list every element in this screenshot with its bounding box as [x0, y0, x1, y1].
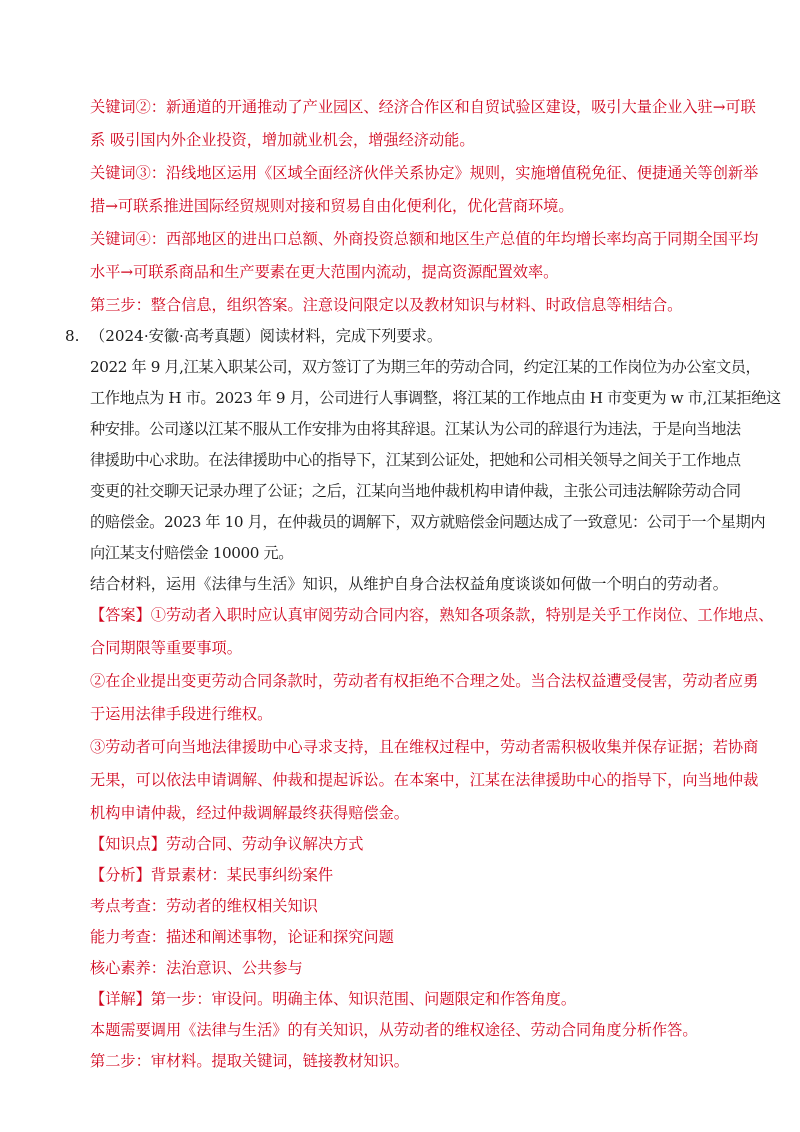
- keyword-3-line-1: 关键词③：沿线地区运用《区域全面经济伙伴关系协定》规则，实施增值税免征、便捷通关等创新举: [90, 164, 759, 182]
- material-line-1: 2022 年 9 月,江某入职某公司，双方签订了为期三年的劳动合同，约定江某的工作岗位为办公室文员，: [90, 358, 761, 376]
- answer-point-3a: ③劳动者可向当地法律援助中心寻求支持，且在维权过程中，劳动者需积极收集并保存证据；若协商: [90, 738, 759, 756]
- answer-point-2b: 于运用法律手段进行维权。: [90, 705, 273, 723]
- keyword-2-line-2: 系 吸引国内外企业投资，增加就业机会，增强经济动能。: [90, 131, 475, 149]
- knowledge-line: [90, 834, 363, 854]
- detail-tag: 【详解】: [90, 990, 151, 1008]
- material-line-3: 种安排。公司遂以江某不服从工作安排为由将其辞退。江某认为公司的辞退行为违法，于是向当地法: [90, 420, 741, 438]
- detail-line: [90, 989, 576, 1009]
- material-line-2: 工作地点为 H 市。2023 年 9 月，公司进行人事调整，将江某的工作地点由 H 市变更为 w 市,江某拒绝这: [90, 389, 781, 407]
- analysis-line-2: 考点考查：劳动者的维权相关知识: [90, 897, 318, 915]
- analysis-line-3: 能力考查：描述和阐述事物，论证和探究问题: [90, 928, 394, 946]
- detail-line-3: 第二步：审材料。提取关键词，链接教材知识。: [90, 1052, 409, 1070]
- analysis-tag: 【分析】: [90, 866, 151, 884]
- answer-tag: 【答案】: [90, 606, 151, 624]
- keyword-3-line-2: 措→可联系推进国际经贸规则对接和贸易自由化便利化，优化营商环境。: [90, 197, 574, 215]
- question-requirement: 结合材料，运用《法律与生活》知识，从维护自身合法权益角度谈谈如何做一个明白的劳动者。: [90, 575, 728, 593]
- answer-point-3b: 无果，可以依法申请调解、仲裁和提起诉讼。在本案中，江某在法律援助中心的指导下，向当地仲裁: [90, 771, 759, 789]
- material-line-5: 变更的社交聊天记录办理了公证；之后，江某向当地仲裁机构申请仲裁，主张公司违法解除劳动合同: [90, 482, 741, 500]
- knowledge-text: 劳动合同、劳动争议解决方式: [165, 835, 364, 853]
- keyword-2-line-1: 关键词②：新通道的开通推动了产业园区、经济合作区和自贸试验区建设，吸引大量企业入驻→可联: [90, 98, 756, 116]
- step-3-line: 第三步：整合信息，组织答案。注意设问限定以及教材知识与材料、时政信息等相结合。: [90, 296, 683, 314]
- material-line-6: 的赔偿金。2023 年 10 月，在仲裁员的调解下，双方就赔偿金问题达成了一致意见：公司于一个星期内: [90, 513, 766, 531]
- question-number: 8.: [65, 327, 80, 345]
- answer-point-3c: 机构申请仲裁，经过仲裁调解最终获得赔偿金。: [90, 804, 409, 822]
- detail-line-2: 本题需要调用《法律与生活》的有关知识，从劳动者的维权途径、劳动合同角度分析作答。: [90, 1021, 698, 1039]
- knowledge-tag: 【知识点】: [90, 835, 166, 853]
- answer-point-2a: ②在企业提出变更劳动合同条款时，劳动者有权拒绝不合理之处。当合法权益遭受侵害，劳动者应勇: [90, 672, 759, 690]
- analysis-text: 背景素材：某民事纠纷案件: [150, 866, 333, 884]
- analysis-line-4: 核心素养：法治意识、公共参与: [90, 959, 303, 977]
- material-line-4: 律援助中心求助。在法律援助中心的指导下，江某到公证处，把她和公司相关领导之间关于工作地点: [90, 451, 741, 469]
- keyword-4-line-1: 关键词④：西部地区的进出口总额、外商投资总额和地区生产总值的年均增长率均高于同期全国平均: [90, 230, 759, 248]
- keyword-4-line-2: 水平→可联系商品和生产要素在更大范围内流动，提高资源配置效率。: [90, 263, 559, 281]
- answer-point-1b: 合同期限等重要事项。: [90, 639, 242, 657]
- answer-line-1: [90, 605, 773, 625]
- answer-point-1a: ①劳动者入职时应认真审阅劳动合同内容，熟知各项条款，特别是关乎工作岗位、工作地点、: [150, 606, 774, 624]
- detail-text: 第一步：审设问。明确主体、知识范围、问题限定和作答角度。: [150, 990, 576, 1008]
- material-line-7: 向江某支付赔偿金 10000 元。: [90, 544, 294, 562]
- analysis-line: [90, 865, 333, 885]
- question-source: （2024·安徽·高考真题）阅读材料，完成下列要求。: [90, 327, 443, 345]
